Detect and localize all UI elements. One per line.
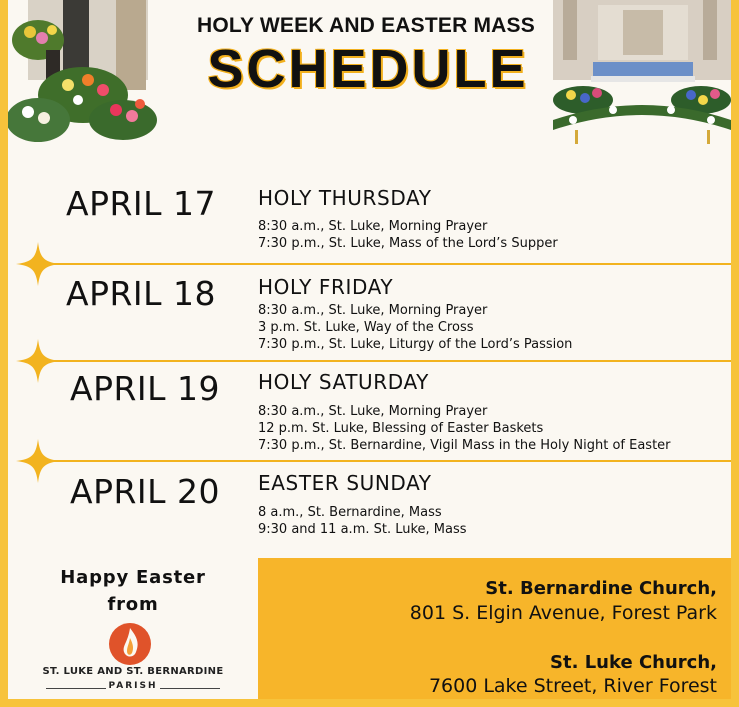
footer-addresses	[258, 558, 731, 699]
schedule-item: 7:30 p.m., St. Luke, Liturgy of the Lord’s Passion	[258, 337, 573, 352]
day-items	[258, 403, 671, 454]
page-title: SCHEDULE	[207, 39, 529, 99]
section-divider	[38, 460, 731, 462]
greeting-line: Happy Easter	[60, 567, 206, 588]
flame-logo-icon	[108, 622, 152, 666]
day-items	[258, 218, 558, 252]
schedule-item: 3 p.m. St. Luke, Way of the Cross	[258, 320, 474, 335]
day-date: APRIL 19	[70, 369, 221, 408]
parish-rule-right	[160, 688, 220, 689]
schedule-item: 8:30 a.m., St. Luke, Morning Prayer	[258, 404, 488, 419]
day-date: APRIL 18	[66, 274, 217, 313]
day-title: HOLY THURSDAY	[258, 186, 432, 210]
church-address-luke: 7600 Lake Street, River Forest	[428, 675, 717, 697]
day-items	[258, 302, 572, 353]
schedule-item: 7:30 p.m., St. Bernardine, Vigil Mass in the Holy Night of Easter	[258, 438, 671, 453]
greeting-text	[8, 564, 258, 618]
schedule-item: 7:30 p.m., St. Luke, Mass of the Lord’s Supper	[258, 236, 558, 251]
section-divider	[38, 263, 731, 265]
flyer-content	[8, 0, 731, 699]
schedule-item: 12 p.m. St. Luke, Blessing of Easter Baskets	[258, 421, 544, 436]
church-name-luke: St. Luke Church,	[550, 652, 717, 673]
footer-greeting	[8, 558, 258, 699]
section-divider	[38, 360, 731, 362]
parish-name: ST. LUKE AND ST. BERNARDINE	[42, 666, 224, 677]
sparkle-star-icon	[16, 242, 60, 286]
schedule-item: 8 a.m., St. Bernardine, Mass	[258, 505, 442, 520]
day-items	[258, 504, 467, 538]
day-title: EASTER SUNDAY	[258, 471, 432, 495]
schedule-item: 8:30 a.m., St. Luke, Morning Prayer	[258, 303, 488, 318]
sparkle-star-icon	[16, 339, 60, 383]
day-date: APRIL 17	[66, 184, 217, 223]
greeting-line: from	[107, 594, 159, 615]
schedule-item: 8:30 a.m., St. Luke, Morning Prayer	[258, 219, 488, 234]
church-name-bernardine: St. Bernardine Church,	[485, 578, 717, 599]
header-subtitle: HOLY WEEK AND EASTER MASS	[197, 14, 535, 37]
sparkle-star-icon	[16, 439, 60, 483]
schedule-item: 9:30 and 11 a.m. St. Luke, Mass	[258, 522, 467, 537]
easter-flowers-photo	[8, 0, 160, 150]
day-date: APRIL 20	[70, 472, 221, 511]
day-title: HOLY FRIDAY	[258, 275, 394, 299]
parish-label: PARISH	[108, 681, 158, 691]
altar-photo	[553, 0, 731, 150]
church-address-bernardine: 801 S. Elgin Avenue, Forest Park	[409, 602, 717, 624]
day-title: HOLY SATURDAY	[258, 370, 429, 394]
